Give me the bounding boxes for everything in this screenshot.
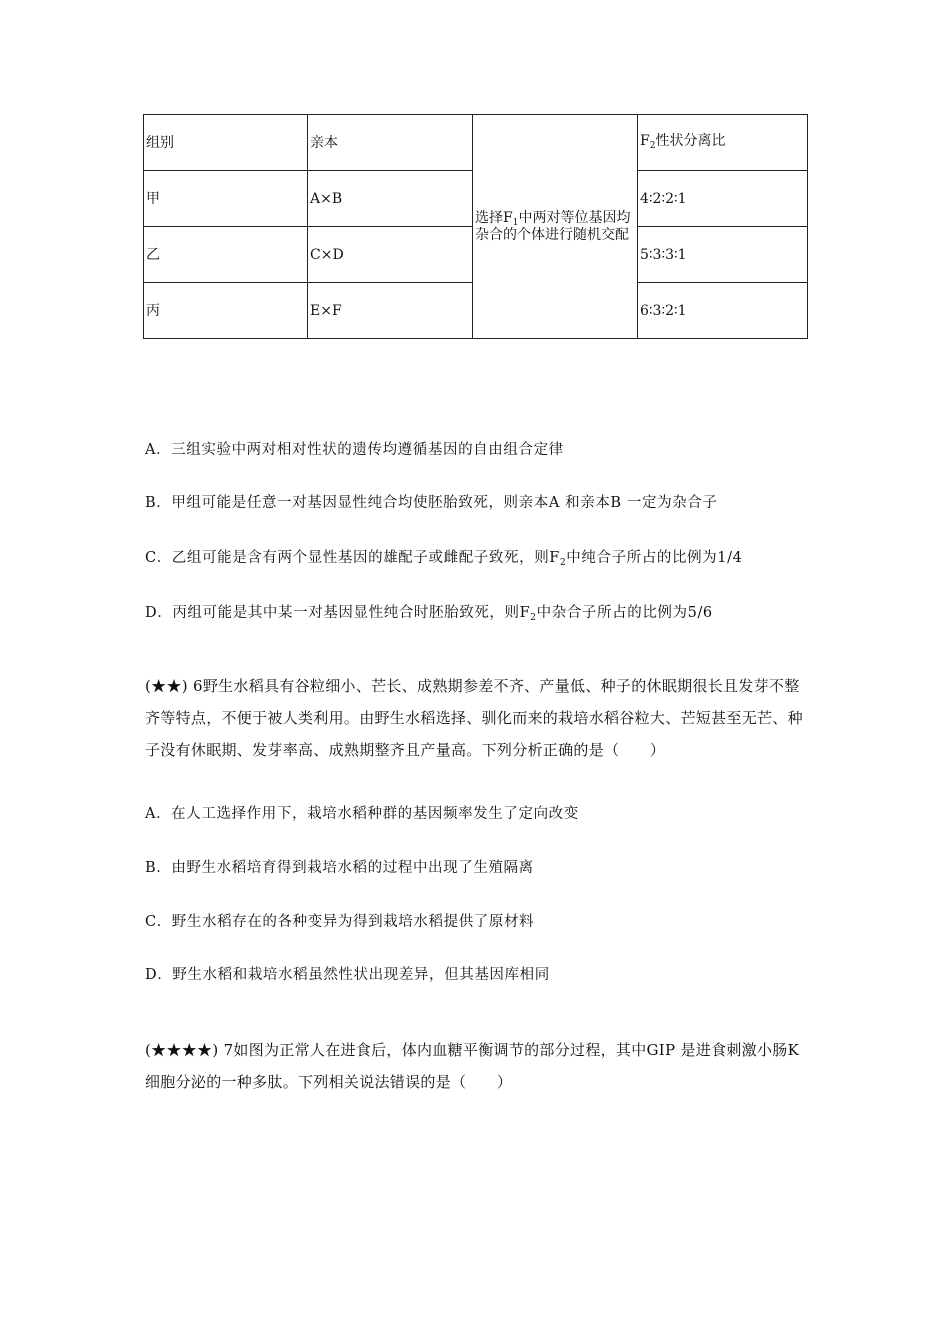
- parents-cell: C×D: [308, 227, 473, 283]
- header-parents: 亲本: [308, 115, 473, 171]
- cross-experiment-table: [143, 114, 808, 339]
- q6-option-c: C．野生水稻存在的各种变异为得到栽培水稻提供了原材料: [145, 914, 535, 930]
- q5-option-d-text-b: 中杂合子所占的比例为5/6: [536, 605, 713, 621]
- q5-option-b: B．甲组可能是任意一对基因显性纯合均使胚胎致死，则亲本A 和亲本B 一定为杂合子: [145, 495, 718, 511]
- q5-option-c-text-b: 中纯合子所占的比例为1/4: [566, 550, 743, 566]
- cross-method-cell: [473, 115, 638, 339]
- q5-option-d-text-a: D．丙组可能是其中某一对基因显性纯合时胚胎致死，则F: [145, 605, 531, 621]
- header-group: 组别: [144, 115, 308, 171]
- ratio-cell: 5∶3∶3∶1: [638, 227, 808, 283]
- q5-option-c-text-a: C．乙组可能是含有两个显性基因的雄配子或雌配子致死，则F: [145, 550, 560, 566]
- group-cell: 乙: [144, 227, 308, 283]
- q7-stem: (★★★★) 7如图为正常人在进食后，体内血糖平衡调节的部分过程，其中GIP 是进食刺激小肠K 细胞分泌的一种多肽。下列相关说法错误的是（ ）: [145, 1041, 800, 1091]
- q6-stem: (★★) 6野生水稻具有谷粒细小、芒长、成熟期参差不齐、产量低、种子的休眠期很长且发芽不整齐等特点，不便于被人类利用。由野生水稻选择、驯化而来的栽培水稻谷粒大、芒短甚至无芒、种子没有休眠期、发芽率高、成熟期整齐且产量高。下列分析正确的是（ ）: [145, 677, 803, 759]
- cross-method-sub: 1: [512, 218, 519, 228]
- header-ratio-text: 性状分离比: [655, 133, 726, 149]
- table-header-row: [144, 115, 808, 171]
- cross-method-text-a: 选择F: [475, 210, 513, 226]
- q5-option-c-sub: 2: [559, 558, 567, 568]
- parents-cell: E×F: [308, 283, 473, 339]
- group-cell: 丙: [144, 283, 308, 339]
- group-cell: 甲: [144, 171, 308, 227]
- q5-option-d-sub: 2: [530, 613, 537, 623]
- header-ratio-sub: 2: [649, 141, 656, 151]
- ratio-cell: 4∶2∶2∶1: [638, 171, 808, 227]
- ratio-cell: 6∶3∶2∶1: [638, 283, 808, 339]
- header-ratio: [638, 115, 808, 171]
- q6-option-d: D．野生水稻和栽培水稻虽然性状出现差异，但其基因库相同: [145, 967, 550, 983]
- q5-option-a: A．三组实验中两对相对性状的遗传均遵循基因的自由组合定律: [145, 442, 564, 458]
- q6-option-a: A．在人工选择作用下，栽培水稻种群的基因频率发生了定向改变: [145, 806, 579, 822]
- q6-option-b: B．由野生水稻培育得到栽培水稻的过程中出现了生殖隔离: [145, 860, 534, 876]
- header-ratio-f: F: [640, 133, 650, 149]
- q5-option-d: [145, 601, 713, 623]
- parents-cell: A×B: [308, 171, 473, 227]
- cross-method-text-b: 中两对等位基因均杂合的个体进行随机交配: [475, 210, 631, 243]
- q5-option-c: [145, 546, 742, 568]
